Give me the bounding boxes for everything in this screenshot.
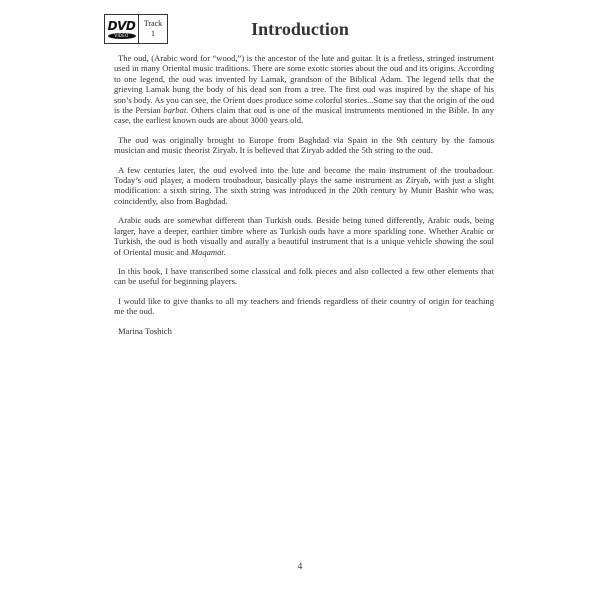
paragraph-text: Others claim that oud is one of the musical instruments mentioned in the Bible. In any case, the earliest known ouds are about 3000 years old. xyxy=(114,105,494,126)
author-signature: Marina Toshich xyxy=(118,325,172,336)
track-label: Track xyxy=(143,19,163,28)
italic-term-maqamat: Maqamat. xyxy=(190,246,226,257)
dvd-logo-subtext: VIDEO xyxy=(114,33,129,38)
paragraph-troubadour: A few centuries later, the oud evolved into the lute and become the main instrument of the troubadour. Today’s oud player, a modern troubadour, basically plays the same instrument as Ziryab, with just a slight modification: a sixth string. The sixth string was introduced in the 20th century by Munir Bashir who was, coincidently, also from Baghdad. xyxy=(114,164,494,206)
page-title: Introduction xyxy=(251,19,349,39)
paragraph-oud-origins xyxy=(114,53,494,126)
page-number: 4 xyxy=(297,561,303,571)
paragraph-this-book: In this book, I have transcribed some classical and folk pieces and also collected a few other elements that can be useful for beginning players. xyxy=(114,265,494,287)
paragraph-text: Arabic ouds are somewhat different than Turkish ouds. Beside being tuned differently, Arabic ouds, being larger, have a deeper, earthier timbre where as Turkish ouds have a more sparkling tone. Whether Arabic or Turkish, the oud is both visually and aurally a beautiful instrument that is a unique vehicle showing the soul of Oriental music and xyxy=(114,215,494,257)
italic-term-barbat: barbat. xyxy=(163,105,189,116)
track-number: 1 xyxy=(151,29,155,38)
paragraph-arabic-turkish xyxy=(114,215,494,257)
introduction-body xyxy=(114,53,494,345)
dvd-logo-text: DVD xyxy=(107,18,136,33)
paragraph-thanks: I would like to give thanks to all my teachers and friends regardless of their country of origin for teaching me the oud. xyxy=(114,295,494,317)
paragraph-text: The oud, (Arabic word for “wood,”) is the ancestor of the lute and guitar. It is a fretless, stringed instrument used in many Oriental music traditions. There are some exotic stories about the oud and its origins. According to one legend, the oud was invented by Lamak, grandson of the Biblical Adam. The legend tells that the grieving Lamak hung the body of his dead son from a tree. The first oud was inspired by the shape of his son’s body. As you can see, the Orient does produce some colorful stories...Some say that the origin of the oud is the Persian xyxy=(114,53,494,116)
paragraph-europe: The oud was originally brought to Europe from Baghdad via Spain in the 9th century by the famous musician and music theorist Ziryab. It is believed that Ziryab added the 5th string to the oud. xyxy=(114,134,494,156)
